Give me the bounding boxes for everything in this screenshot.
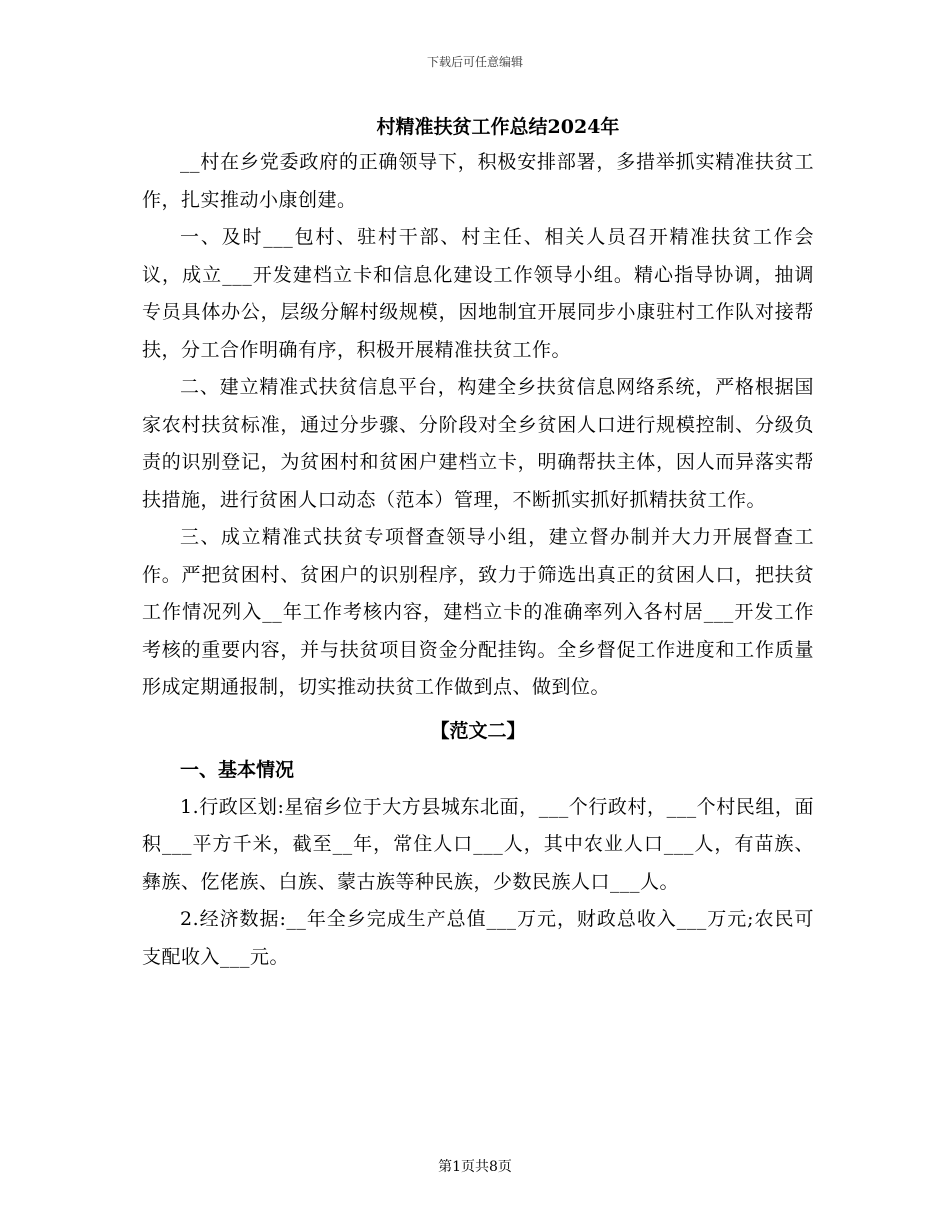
section-two-sub-heading: 一、基本情况 xyxy=(180,758,295,781)
paragraph-intro: __村在乡党委政府的正确领导下，积极安排部署，多措举抓实精准扶贫工作，扎实推动小康创建。 xyxy=(142,151,814,211)
paragraph-point-two: 二、建立精准式扶贫信息平台，构建全乡扶贫信息网络系统，严格根据国家农村扶贫标准，通过分步骤、分阶段对全乡贫困人口进行规模控制、分级负责的识别登记，为贫困村和贫困户建档立卡，明确帮扶主体，因人而异落实帮扶措施，进行贫困人口动态（范本）管理，不断抓实抓好抓精扶贫工作。 xyxy=(142,376,814,511)
paragraph-administrative-division: 1.行政区划:星宿乡位于大方县城东北面，___个行政村，___个村民组，面积___平方千米，截至__年，常住人口___人，其中农业人口___人，有苗族、彝族、仡佬族、白族、蒙古族等种民族，少数民族人口___人。 xyxy=(142,795,814,893)
paragraph-point-one: 一、及时___包村、驻村干部、村主任、相关人员召开精准扶贫工作会议，成立___开发建档立卡和信息化建设工作领导小组。精心指导协调，抽调专员具体办公，层级分解村级规模，因地制宜开展同步小康驻村工作队对接帮扶，分工合作明确有序，积极开展精准扶贫工作。 xyxy=(142,226,814,361)
paragraph-point-three: 三、成立精准式扶贫专项督查领导小组，建立督办制并大力开展督查工作。严把贫困村、贫困户的识别程序，致力于筛选出真正的贫困人口，把扶贫工作情况列入__年工作考核内容，建档立卡的准确率列入各村居___开发工作考核的重要内容，并与扶贫项目资金分配挂钩。全乡督促工作进度和工作质量形成定期通报制，切实推动扶贫工作做到点、做到位。 xyxy=(142,526,814,698)
page-number: 第1页共8页 xyxy=(438,1159,512,1175)
section-two-heading: 【范文二】 xyxy=(430,719,526,742)
header-note: 下载后可任意编辑 xyxy=(426,55,523,69)
paragraph-economic-data: 2.经济数据:__年全乡完成生产总值___万元，财政总收入___万元;农民可支配收入___元。 xyxy=(142,908,814,968)
document-title: 村精准扶贫工作总结2024年 xyxy=(376,116,620,138)
document-body xyxy=(142,110,814,976)
